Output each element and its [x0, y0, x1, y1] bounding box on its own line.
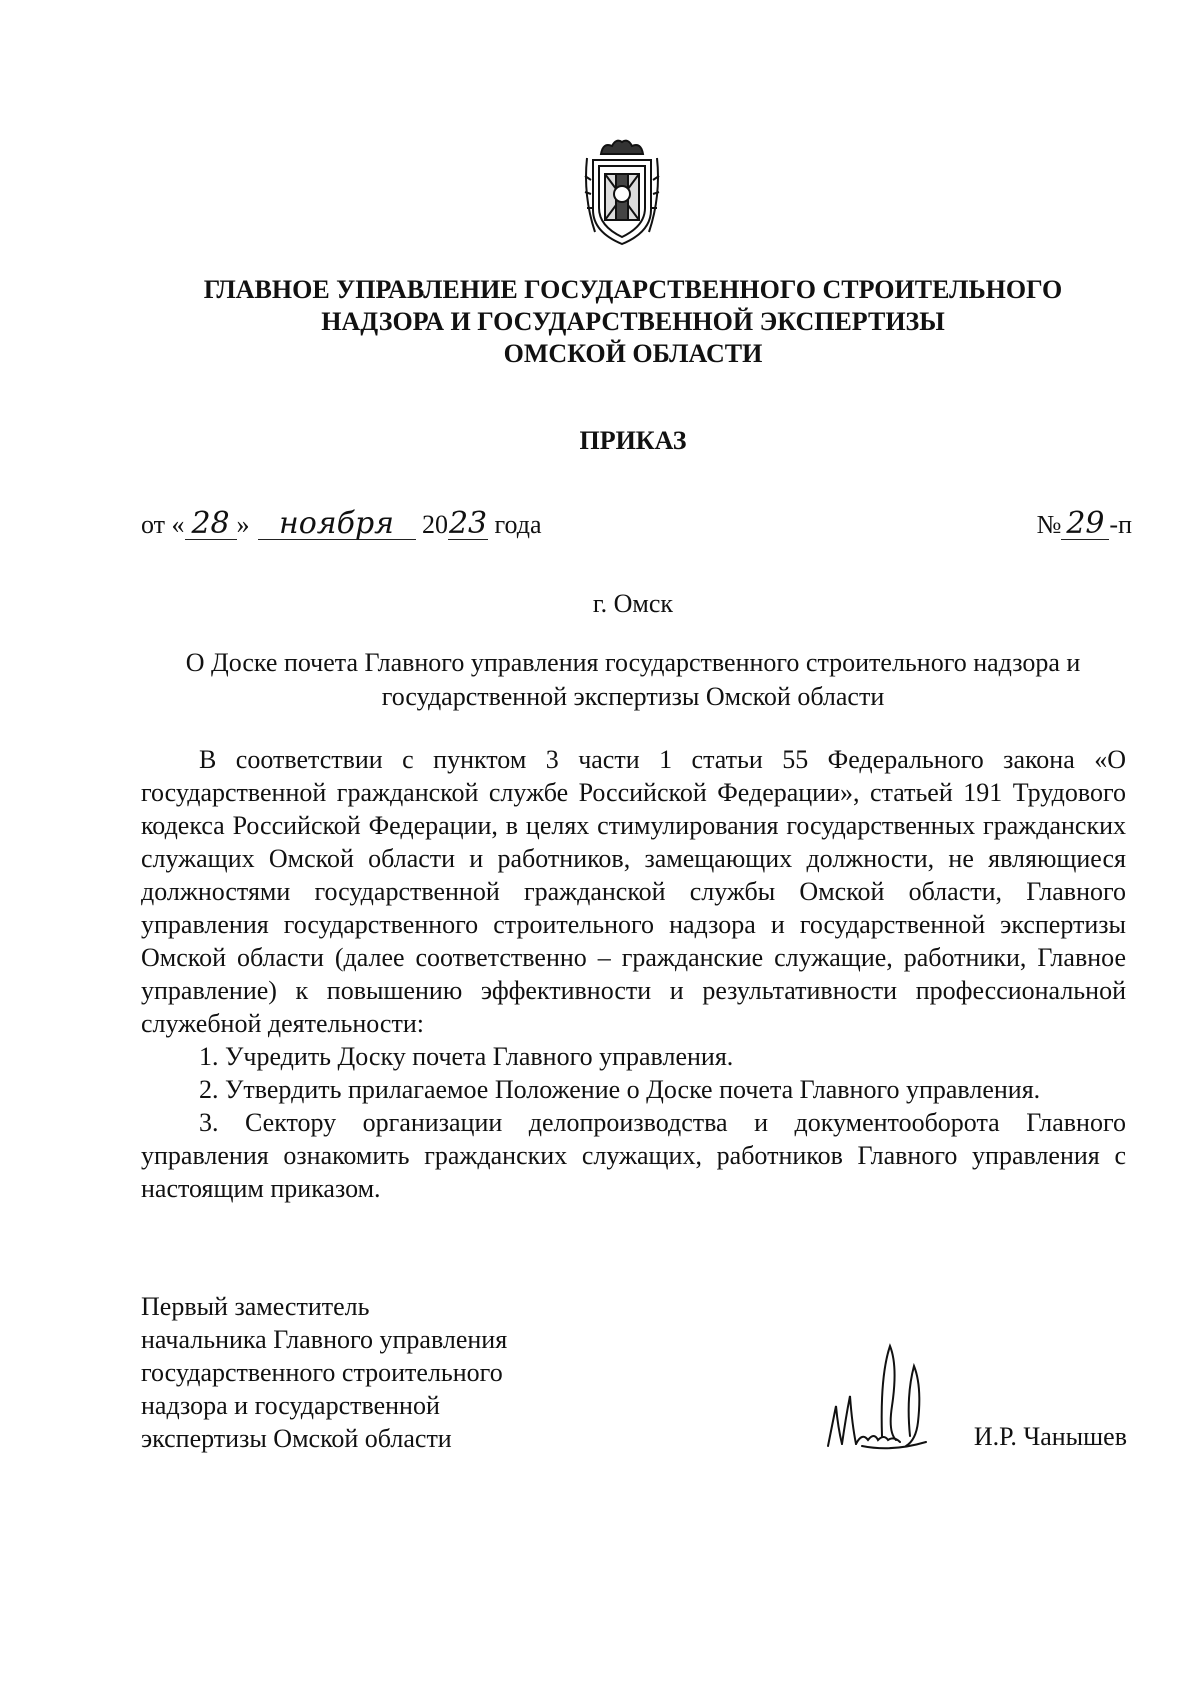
number-value-handwritten: 29: [1061, 509, 1109, 540]
number-prefix: №: [1036, 510, 1062, 539]
position-line-2: начальника Главного управления: [141, 1325, 508, 1354]
city: г. Омск: [592, 589, 674, 618]
org-line-1: ГЛАВНОЕ УПРАВЛЕНИЕ ГОСУДАРСТВЕННОГО СТРОИТЕЛЬНОГО: [203, 275, 1063, 304]
coat-of-arms-icon: [579, 136, 665, 249]
subject-line-1: О Доске почета Главного управления государственного строительного надзора и: [185, 648, 1081, 677]
position-line-4: надзора и государственной: [141, 1391, 440, 1420]
position-line-1: Первый заместитель: [141, 1292, 370, 1321]
org-line-2: НАДЗОРА И ГОСУДАРСТВЕННОЙ ЭКСПЕРТИЗЫ: [321, 307, 945, 336]
subject-line-2: государственной экспертизы Омской области: [381, 682, 885, 711]
preamble-paragraph: В соответствии с пунктом 3 части 1 статьи 55 Федерального закона «О государственной гражданской службе Российской Федерации», статьей 191 Трудового кодекса Российской Федерации, в целях стимулирования государственных гражданских служащих Омской области и работников, замещающих должности, не являющиеся должностями государственной гражданской службы Омской области, Главного управления государственного строительного надзора и государственной экспертизы Омской области (далее соответственно – гражданские служащие, работники, Главное управление) к повышению эффективности и результативности профессиональной служебной деятельности:: [141, 745, 1126, 1038]
date-month-handwritten: ноября: [258, 509, 416, 540]
date-prefix: от «: [141, 510, 185, 539]
order-body: [141, 743, 1126, 1205]
date-year-handwritten: 23: [448, 506, 488, 541]
order-subject: [140, 646, 1126, 714]
date-day-handwritten: 28: [185, 509, 237, 540]
document-type: ПРИКАЗ: [579, 426, 687, 455]
number-suffix: -п: [1109, 510, 1132, 539]
order-number: [1037, 508, 1132, 542]
org-line-3: ОМСКОЙ ОБЛАСТИ: [503, 339, 763, 368]
date-suffix: года: [494, 510, 542, 539]
date-year-prefix: 20: [422, 510, 449, 539]
signatory-name: И.Р. Чанышев: [973, 1422, 1127, 1451]
handwritten-signature-icon: [822, 1336, 940, 1456]
date-after-day: »: [236, 510, 250, 539]
signatory-position: [141, 1290, 507, 1455]
order-item-2: 2. Утвердить прилагаемое Положение о Доске почета Главного управления.: [199, 1075, 1041, 1104]
date-line: [141, 508, 542, 542]
order-item-1: 1. Учредить Доску почета Главного управления.: [199, 1042, 734, 1071]
organization-heading: [140, 274, 1126, 370]
position-line-5: экспертизы Омской области: [141, 1424, 452, 1453]
order-item-3: 3. Сектору организации делопроизводства и документооборота Главного управления ознакомить гражданских служащих, работников Главного управления с настоящим приказом.: [141, 1108, 1126, 1203]
position-line-3: государственного строительного: [141, 1358, 503, 1387]
